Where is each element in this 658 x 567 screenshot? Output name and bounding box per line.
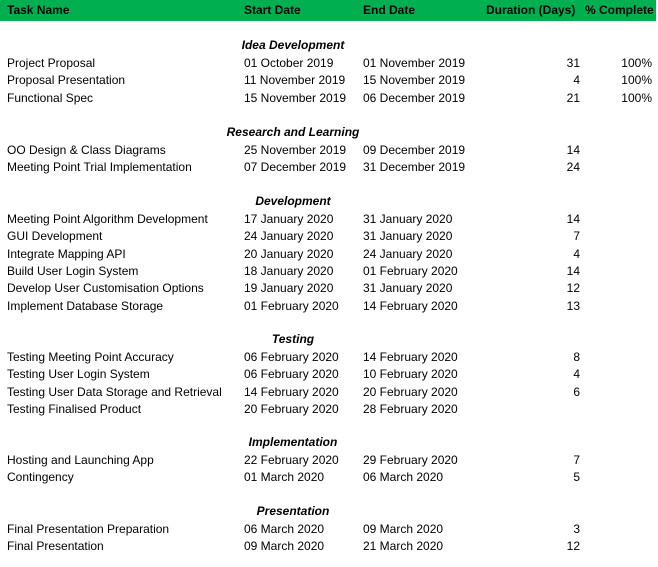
- duration-cell[interactable]: 3: [573, 522, 580, 536]
- start-date-cell[interactable]: 01 October 2019: [244, 56, 334, 70]
- start-date-cell[interactable]: 06 March 2020: [244, 522, 325, 536]
- task-name-cell[interactable]: Meeting Point Algorithm Development: [7, 212, 208, 226]
- start-date-cell[interactable]: 07 December 2019: [244, 160, 347, 175]
- end-date-cell[interactable]: 15 November 2019: [363, 73, 466, 88]
- end-date-cell[interactable]: 31 January 2020: [363, 212, 453, 226]
- task-name-cell[interactable]: Implement Database Storage: [7, 298, 164, 313]
- end-date-cell[interactable]: 31 December 2019: [363, 160, 466, 175]
- start-date-cell[interactable]: 19 January 2020: [244, 281, 334, 296]
- task-name-cell[interactable]: Functional Spec: [7, 90, 94, 105]
- table-row: [0, 228, 658, 245]
- table-row: [0, 538, 658, 555]
- table-row: [0, 142, 658, 159]
- start-date-cell[interactable]: 06 February 2020: [244, 367, 339, 382]
- task-name-cell[interactable]: OO Design & Class Diagrams: [7, 143, 166, 157]
- duration-cell[interactable]: 5: [573, 470, 580, 485]
- task-name-cell[interactable]: Develop User Customisation Options: [7, 281, 204, 296]
- start-date-cell[interactable]: 06 February 2020: [244, 350, 339, 364]
- end-date-cell[interactable]: 10 February 2020: [363, 367, 458, 382]
- header-duration[interactable]: Duration (Days): [486, 3, 576, 17]
- section-title[interactable]: Development: [255, 194, 331, 208]
- task-name-cell[interactable]: Testing User Data Storage and Retrieval: [7, 384, 222, 399]
- table-row: [0, 401, 658, 418]
- table-row: [0, 280, 658, 297]
- task-name-cell[interactable]: Contingency: [7, 470, 74, 485]
- start-date-cell[interactable]: 01 February 2020: [244, 298, 339, 313]
- task-name-cell[interactable]: Project Proposal: [7, 56, 96, 70]
- end-date-cell[interactable]: 31 January 2020: [363, 229, 453, 244]
- task-name-cell[interactable]: Testing Finalised Product: [7, 401, 142, 416]
- section-title[interactable]: Testing: [271, 332, 315, 346]
- start-date-cell[interactable]: 24 January 2020: [244, 229, 334, 244]
- start-date-cell[interactable]: 14 February 2020: [244, 384, 339, 399]
- duration-cell[interactable]: 14: [566, 212, 580, 226]
- task-name-cell[interactable]: Testing Meeting Point Accuracy: [7, 350, 174, 364]
- duration-cell[interactable]: 7: [573, 453, 580, 467]
- table-row: [0, 349, 658, 366]
- end-date-cell[interactable]: 21 March 2020: [363, 539, 444, 554]
- duration-cell[interactable]: 4: [573, 73, 580, 88]
- start-date-cell[interactable]: 15 November 2019: [244, 90, 347, 105]
- table-row: [0, 452, 658, 469]
- table-row: [0, 72, 658, 89]
- duration-cell[interactable]: 4: [573, 246, 580, 261]
- duration-cell[interactable]: 31: [566, 56, 580, 70]
- section-title[interactable]: Presentation: [256, 504, 330, 518]
- task-name-cell[interactable]: Proposal Presentation: [7, 73, 126, 88]
- table-row: [0, 521, 658, 538]
- table-row: [0, 246, 658, 263]
- duration-cell[interactable]: 13: [566, 298, 580, 313]
- start-date-cell[interactable]: 01 March 2020: [244, 470, 325, 485]
- task-name-cell[interactable]: Build User Login System: [7, 263, 139, 278]
- table-row: [0, 55, 658, 72]
- duration-cell[interactable]: 14: [566, 143, 580, 157]
- start-date-cell[interactable]: 25 November 2019: [244, 143, 347, 157]
- header-task-name[interactable]: Task Name: [7, 3, 70, 17]
- end-date-cell[interactable]: 28 February 2020: [363, 401, 458, 416]
- duration-cell[interactable]: 6: [573, 384, 580, 399]
- table-row: [0, 159, 658, 176]
- duration-cell[interactable]: 21: [566, 90, 580, 105]
- start-date-cell[interactable]: 18 January 2020: [244, 263, 334, 278]
- task-name-cell[interactable]: Testing User Login System: [7, 367, 150, 382]
- section-title[interactable]: Implementation: [248, 435, 338, 449]
- task-name-cell[interactable]: GUI Development: [7, 229, 103, 244]
- duration-cell[interactable]: 14: [566, 263, 580, 278]
- table-row: [0, 366, 658, 383]
- table-row: [0, 211, 658, 228]
- start-date-cell[interactable]: 22 February 2020: [244, 453, 339, 467]
- task-name-cell[interactable]: Final Presentation: [7, 539, 104, 554]
- end-date-cell[interactable]: 01 November 2019: [363, 56, 466, 70]
- task-name-cell[interactable]: Integrate Mapping API: [7, 246, 126, 261]
- duration-cell[interactable]: 24: [566, 160, 580, 175]
- task-name-cell[interactable]: Hosting and Launching App: [7, 453, 154, 467]
- start-date-cell[interactable]: 09 March 2020: [244, 539, 325, 554]
- duration-cell[interactable]: 8: [573, 350, 580, 364]
- end-date-cell[interactable]: 09 March 2020: [363, 522, 444, 536]
- task-name-cell[interactable]: Meeting Point Trial Implementation: [7, 160, 192, 175]
- end-date-cell[interactable]: 20 February 2020: [363, 384, 458, 399]
- section-title[interactable]: Idea Development: [241, 38, 345, 52]
- duration-cell[interactable]: 12: [566, 539, 580, 554]
- table-row: [0, 469, 658, 486]
- end-date-cell[interactable]: 14 February 2020: [363, 298, 458, 313]
- end-date-cell[interactable]: 14 February 2020: [363, 350, 458, 364]
- start-date-cell[interactable]: 11 November 2019: [244, 73, 346, 88]
- start-date-cell[interactable]: 17 January 2020: [244, 212, 334, 226]
- percent-complete-cell[interactable]: 100%: [621, 56, 652, 70]
- end-date-cell[interactable]: 24 January 2020: [363, 246, 453, 261]
- percent-complete-cell[interactable]: 100%: [621, 90, 652, 105]
- section-title[interactable]: Research and Learning: [226, 125, 360, 139]
- duration-cell[interactable]: 7: [573, 229, 580, 244]
- table-row: [0, 90, 658, 107]
- duration-cell[interactable]: 12: [566, 281, 580, 296]
- end-date-cell[interactable]: 31 January 2020: [363, 281, 453, 296]
- end-date-cell[interactable]: 01 February 2020: [363, 263, 458, 278]
- end-date-cell[interactable]: 09 December 2019: [363, 143, 466, 157]
- task-name-cell[interactable]: Final Presentation Preparation: [7, 522, 170, 536]
- start-date-cell[interactable]: 20 February 2020: [244, 401, 339, 416]
- table-row: [0, 298, 658, 315]
- end-date-cell[interactable]: 06 March 2020: [363, 470, 444, 485]
- header-start-date[interactable]: Start Date: [244, 3, 301, 17]
- start-date-cell[interactable]: 20 January 2020: [244, 246, 334, 261]
- end-date-cell[interactable]: 06 December 2019: [363, 90, 466, 105]
- percent-complete-cell[interactable]: 100%: [621, 73, 652, 88]
- table-row: [0, 263, 658, 280]
- header-row: [0, 0, 656, 21]
- header-percent-complete[interactable]: % Complete: [585, 3, 654, 17]
- table-row: [0, 384, 658, 401]
- header-end-date[interactable]: End Date: [363, 3, 416, 17]
- duration-cell[interactable]: 4: [573, 367, 580, 382]
- end-date-cell[interactable]: 29 February 2020: [363, 453, 458, 467]
